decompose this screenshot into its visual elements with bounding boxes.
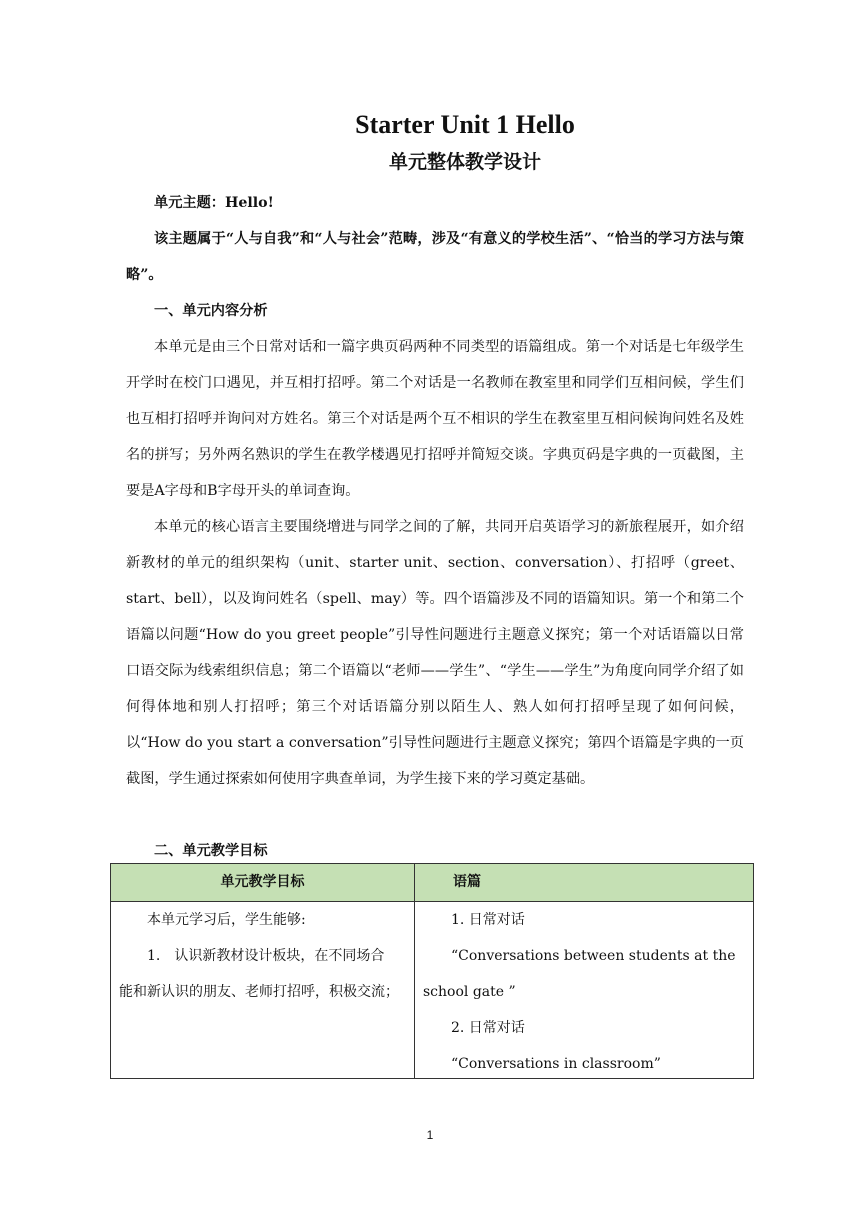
- goals-table: [110, 863, 754, 1079]
- unit-theme-description: 该主题属于“人与自我”和“人与社会”范畴，涉及“有意义的学校生活”、“恰当的学习方法与策略”。: [126, 231, 744, 283]
- goals-line: 本单元学习后，学生能够:: [147, 912, 306, 928]
- table-column-divider: [414, 864, 415, 1078]
- table-cell-texts: [423, 902, 748, 1082]
- document-title: Starter Unit 1 Hello: [355, 110, 575, 139]
- document-subtitle: 单元整体教学设计: [388, 151, 541, 173]
- table-header-goals: 单元教学目标: [220, 874, 305, 890]
- section-content-analysis-heading: 一、单元内容分析: [154, 303, 268, 319]
- texts-line: “Conversations in classroom”: [451, 1056, 661, 1072]
- texts-line: “Conversations between students at the: [451, 948, 736, 964]
- goals-table-header-row: [111, 864, 753, 902]
- goals-line: 能和新认识的朋友、老师打招呼，积极交流；: [119, 984, 399, 1000]
- texts-line: school gate ”: [423, 984, 516, 1000]
- content-analysis-paragraph-2: 本单元的核心语言主要围绕增进与同学之间的了解，共同开启英语学习的新旅程展开，如介绍新教材的单元的组织架构（unit、starter unit、section、conversation）、打招呼（greet、start、bell），以及询问姓名（spell、may）等。四个语篇涉及不同的语篇知识。第一个和第二个语篇以问题“How do you greet people”引导性问题进行主题意义探究；第一个对话语篇以日常口语交际为线索组织信息；第二个语篇以“老师——学生”、“学生——学生”为角度向同学介绍了如何得体地和别人打招呼；第三个对话语篇分别以陌生人、熟人如何打招呼呈现了如何问候，以“How do you start a conversation”引导性问题进行主题意义探究；第四个语篇是字典的一页截图，学生通过探索如何使用字典查单词，为学生接下来的学习奠定基础。: [126, 519, 744, 787]
- texts-line: 1. 日常对话: [451, 912, 525, 928]
- unit-theme-line: 单元主题：Hello!: [154, 195, 274, 211]
- page-number: 1: [426, 1128, 434, 1142]
- section-teaching-goals-heading: 二、单元教学目标: [154, 843, 268, 859]
- texts-line: 2. 日常对话: [451, 1020, 525, 1036]
- content-analysis-paragraph-1: 本单元是由三个日常对话和一篇字典页码两种不同类型的语篇组成。第一个对话是七年级学生开学时在校门口遇见，并互相打招呼。第二个对话是一名教师在教室里和同学们互相问候，学生们也互相打招呼并询问对方姓名。第三个对话是两个互不相识的学生在教室里互相问候询问姓名及姓名的拼写；另外两名熟识的学生在教学楼遇见打招呼并简短交谈。字典页码是字典的一页截图，主要是A字母和B字母开头的单词查询。: [126, 339, 744, 499]
- goals-line: 1. 认识新教材设计板块，在不同场合: [147, 948, 385, 964]
- table-cell-goals: [119, 902, 407, 1010]
- table-header-texts: 语篇: [453, 874, 481, 890]
